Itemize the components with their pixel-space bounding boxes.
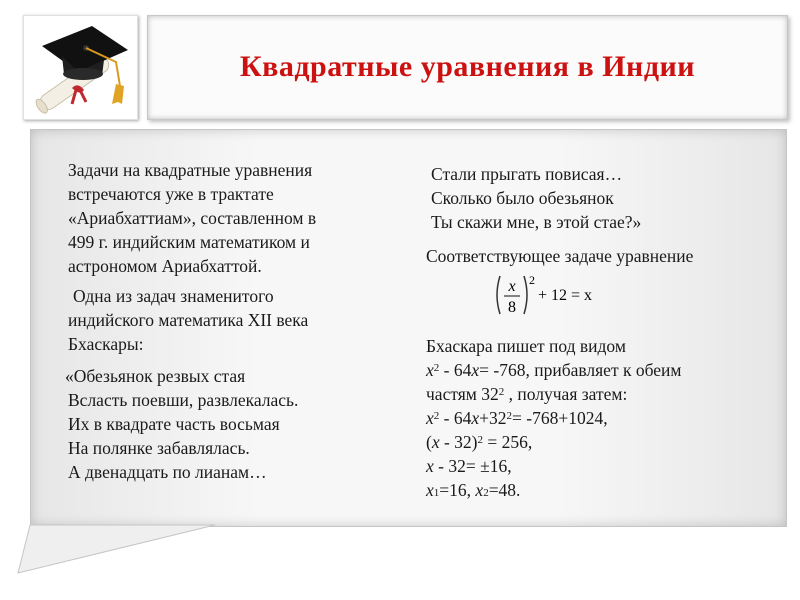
equation-intro: Соответствующее задаче уравнение (426, 246, 694, 266)
poem-line: На полянке забавлялась. (68, 438, 250, 458)
poem-line: А двенадцать по лианам… (68, 462, 267, 482)
solution-intro: Бхаскара пишет под видом (426, 336, 626, 356)
intro-line: встречаются уже в трактате (68, 184, 274, 204)
solution-line: x - 32= ±16, (426, 456, 512, 476)
task-line: Одна из задач знаменитого (73, 286, 274, 306)
solution-line: частям $32^2$ , получая затем: (426, 384, 628, 404)
solution-line: $x^2 - 64x= -768$, прибавляет к обеим (426, 360, 682, 380)
page-title: Квадратные уравнения в Индии (239, 50, 696, 83)
solution-line: (x - 32)$^2$ = 256, (426, 432, 533, 452)
right-column (426, 162, 781, 502)
poem-line: Сколько было обезьянок (431, 188, 614, 208)
poem-line: Ты скажи мне, в этой стае?» (431, 212, 642, 232)
solution-line: $x_1=16$, $x_2=48$. (426, 480, 521, 500)
formula-denominator: 8 (508, 299, 516, 316)
formula-numerator: x (508, 278, 516, 295)
task-line: Бхаскары: (68, 334, 144, 354)
formula-rest: + 12 = x (538, 287, 593, 304)
task-line: индийского математика XII века (68, 310, 309, 330)
intro-line: 499 г. индийским математиком и (68, 232, 310, 252)
logo-frame (23, 15, 138, 120)
poem-line: Всласть поевши, развлекалась. (68, 390, 299, 410)
intro-line: «Ариабхаттиам», составленном в (68, 208, 317, 228)
graduation-cap-diploma-icon (24, 16, 137, 119)
poem-line: «Обезьянок резвых стая (65, 366, 246, 386)
intro-line: астрономом Ариабхаттой. (68, 256, 262, 276)
title-banner (147, 15, 788, 120)
poem-line: Стали прыгать повисая… (431, 164, 623, 184)
left-column (65, 158, 408, 484)
formula-exponent: 2 (529, 273, 535, 287)
intro-line: Задачи на квадратные уравнения (68, 160, 313, 180)
solution-line: $x^2 - 64x+32^2= -768+1024$, (426, 408, 608, 428)
poem-line: Их в квадрате часть восьмая (68, 414, 280, 434)
equation-formula (494, 272, 614, 318)
